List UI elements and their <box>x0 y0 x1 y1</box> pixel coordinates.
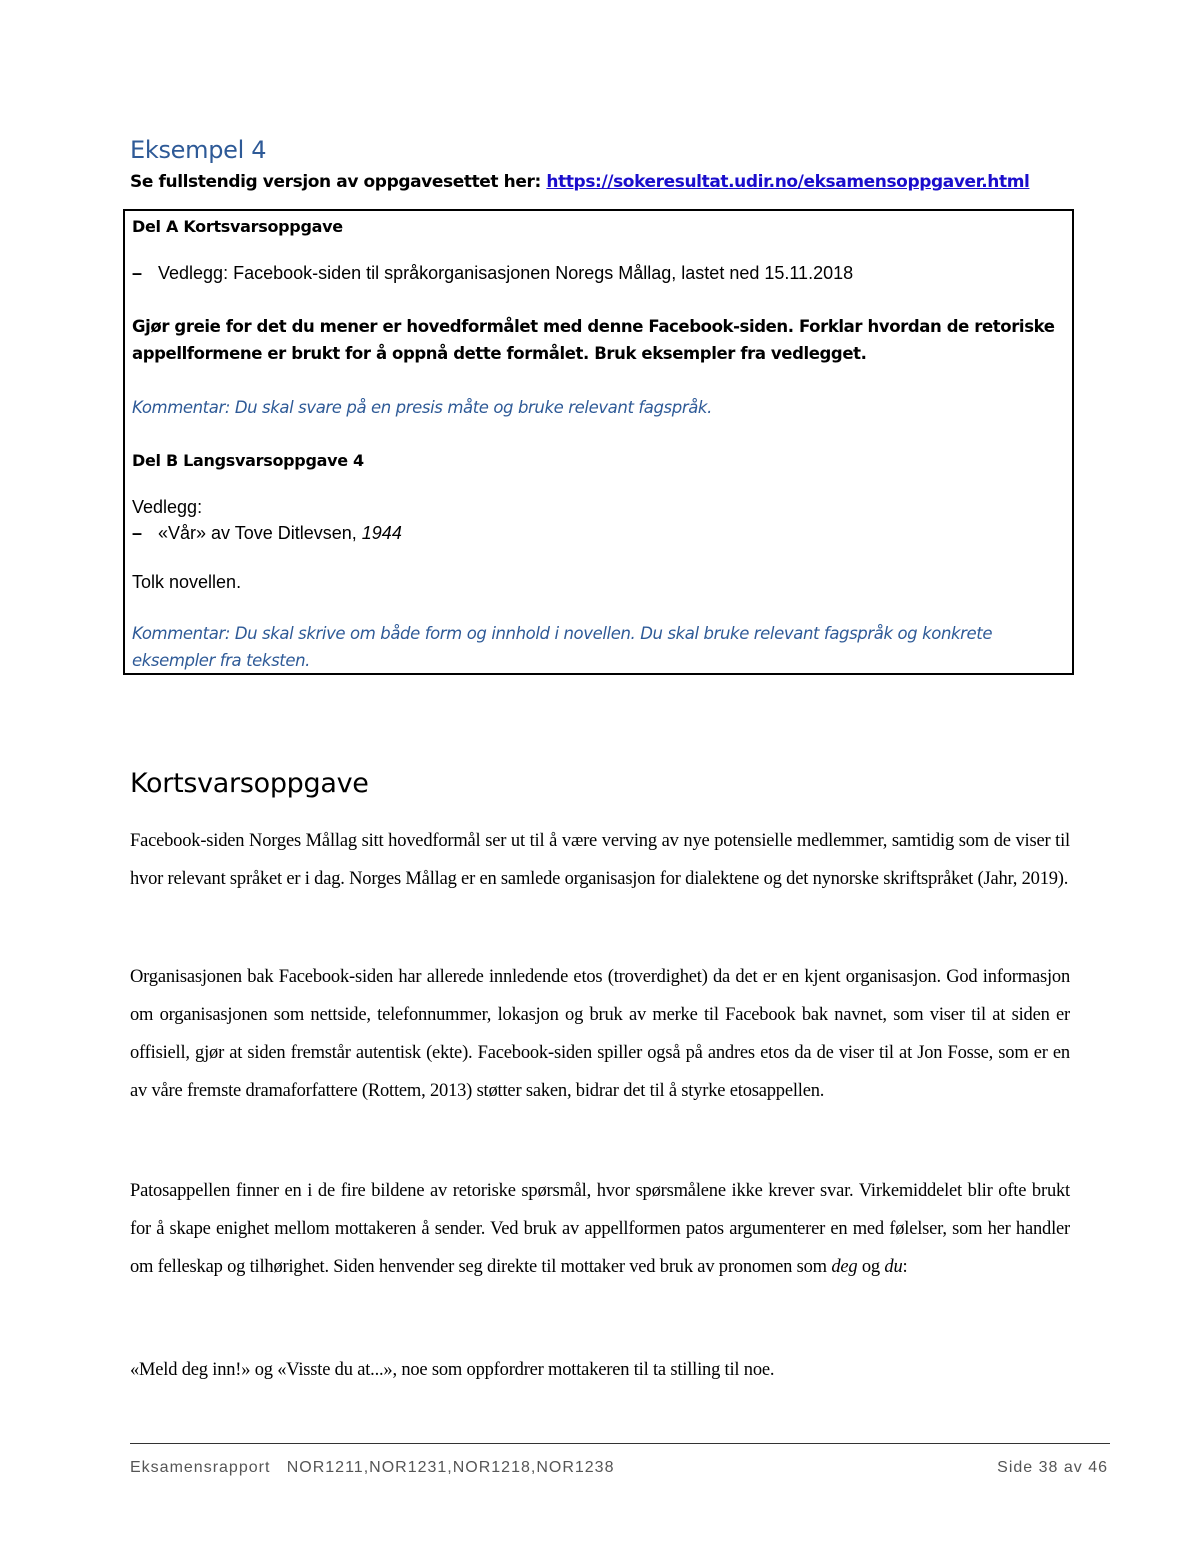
footer-page-number: Side 38 av 46 <box>997 1459 1108 1476</box>
part-b-attachment-label: Vedlegg: <box>132 497 203 517</box>
example-heading: Eksempel 4 <box>130 136 267 164</box>
footer-report-title: Eksamensrapport NOR1211,NOR1231,NOR1218,NOR1238 <box>130 1459 615 1476</box>
part-b-task: Tolk novellen. <box>132 572 242 592</box>
footer-divider <box>130 1443 1110 1444</box>
dash-bullet: – <box>132 263 143 283</box>
part-b-attachment-year: 1944 <box>361 523 402 543</box>
task-box <box>123 209 1074 675</box>
dash-bullet: – <box>132 523 143 543</box>
part-b-attachment-text: «Vår» av Tove Ditlevsen, <box>158 523 362 543</box>
source-line <box>130 172 1029 192</box>
paragraph-4: «Meld deg inn!» og «Visste du at...», noe som oppfordrer mottakeren til ta stilling til noe. <box>130 1360 775 1380</box>
part-a-task: Gjør greie for det du mener er hovedformålet med denne Facebook-siden. Forklar hvordan de retoriske appellformene er brukt for å oppnå dette formålet. Bruk eksempler fra vedlegget. <box>132 317 1055 363</box>
part-a-attachment-text: Vedlegg: Facebook-siden til språkorganisasjonen Noregs Mållag, lastet ned 15.11.2018 <box>158 263 854 283</box>
pronoun-du: du <box>884 1257 903 1277</box>
paragraph-3 <box>130 1172 1070 1286</box>
part-a-title: Del A Kortsvarsoppgave <box>132 217 343 236</box>
part-b-attachment <box>132 523 402 544</box>
source-label: Se fullstendig versjon av oppgavesettet her: <box>130 172 547 192</box>
paragraph-2: Organisasjonen bak Facebook-siden har allerede innledende etos (troverdighet) da det er en kjent organisasjon. God informasjon om organisasjonen som nettside, telefonnummer, lokasjon og bruk av merke til Facebook bak navnet, som viser til at siden er offisiell, gjør at siden fremstår autentisk (ekte). Facebook-siden spiller også på andres etos da de viser til at Jon Fosse, som er en av våre fremste dramaforfattere (Rottem, 2013) støtter saken, bidrar det til å styrke etosappellen. <box>130 967 1070 1101</box>
pronoun-deg: deg <box>831 1257 858 1277</box>
part-b-comment: Kommentar: Du skal skrive om både form og innhold i novellen. Du skal bruke relevant fagspråk og konkrete eksempler fra teksten. <box>132 624 993 670</box>
part-a-attachment <box>132 263 853 284</box>
paragraph-1: Facebook-siden Norges Mållag sitt hovedformål ser ut til å være verving av nye potensielle medlemmer, samtidig som de viser til hvor relevant språket er i dag. Norges Mållag er en samlede organisasjon for dialektene og det nynorske skriftspråket (Jahr, 2019). <box>130 831 1070 889</box>
paragraph-3-text: Patosappellen finner en i de fire bildene av retoriske spørsmål, hvor spørsmålene ikke krever svar. Virkemiddelet blir ofte brukt for å skape enighet mellom mottakeren å sender. Ved bruk av appellformen patos argumenterer en med følelser, som her handler om felleskap og tilhørighet. Siden henvender seg direkte til mottaker ved bruk av pronomen som <box>130 1181 1070 1277</box>
section-heading: Kortsvarsoppgave <box>130 768 369 799</box>
source-link[interactable]: https://sokeresultat.udir.no/eksamensoppgaver.html <box>546 172 1030 192</box>
part-a-comment: Kommentar: Du skal svare på en presis måte og bruke relevant fagspråk. <box>132 398 712 417</box>
paragraph-3-end: : <box>902 1257 908 1277</box>
paragraph-3-og: og <box>857 1257 885 1277</box>
part-b-title: Del B Langsvarsoppgave 4 <box>132 451 364 470</box>
